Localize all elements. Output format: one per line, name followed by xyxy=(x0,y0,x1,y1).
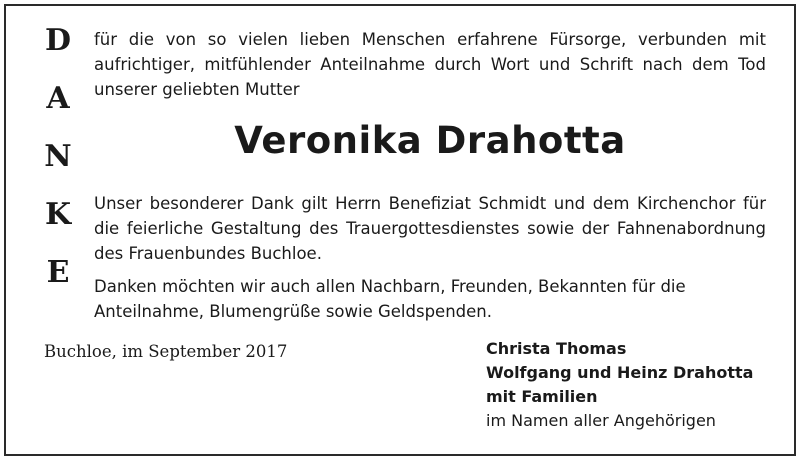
signature-block xyxy=(486,337,786,433)
danke-vertical-heading xyxy=(40,24,76,314)
neighbors-paragraph: Danken möchten wir auch allen Nachbarn, Freunden, Bekannten für die Anteilnahme, Blumengrüße sowie Geldspenden. xyxy=(94,277,686,321)
danke-letter: E xyxy=(46,255,70,290)
signature-line: Christa Thomas xyxy=(486,339,627,358)
deceased-name: Veronika Drahotta xyxy=(234,119,626,162)
danke-letter: N xyxy=(44,139,72,174)
intro-paragraph: für die von so vielen lieben Menschen erfahrene Fürsorge, verbunden mit aufrichtiger, mitfühlender Anteilnahme durch Wort und Schrift nach dem Tod unserer geliebten Mutter xyxy=(94,30,766,99)
place-date: Buchloe, im September 2017 xyxy=(44,342,288,361)
thanks-paragraph: Unser besonderer Dank gilt Herrn Benefiziat Schmidt und dem Kirchenchor für die feierliche Gestaltung des Trauergottesdienstes sowie der Fahnenabordnung des Frauenbundes Buchloe. xyxy=(94,194,766,263)
danke-letter: A xyxy=(46,81,70,116)
danke-letter: D xyxy=(44,23,71,58)
signature-line: mit Familien xyxy=(486,387,598,406)
signature-line: im Namen aller Angehörigen xyxy=(486,411,716,430)
notice-frame xyxy=(4,4,796,456)
danke-letter: K xyxy=(44,197,72,232)
signature-line: Wolfgang und Heinz Drahotta xyxy=(486,363,754,382)
